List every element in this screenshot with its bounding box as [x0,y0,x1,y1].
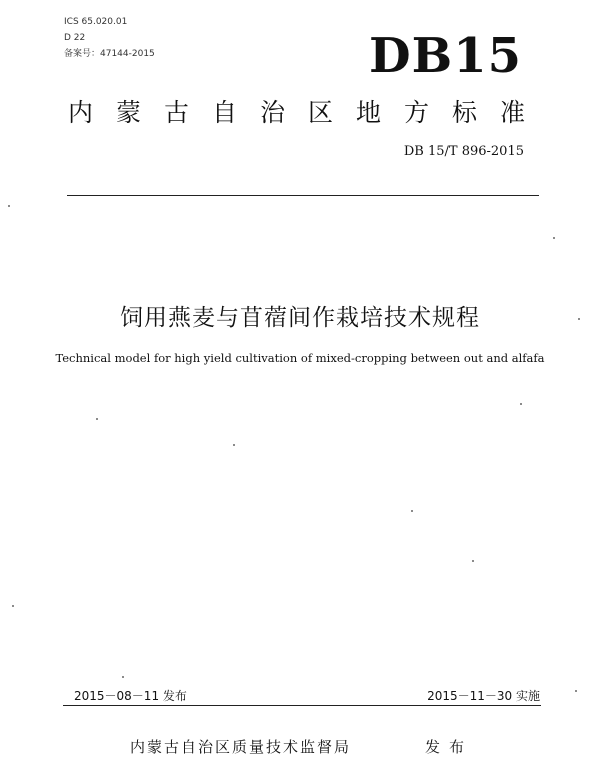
scan-speck [520,403,522,405]
scan-speck [411,510,413,512]
scan-speck [12,605,14,607]
ics-code: ICS 65.020.01 [64,17,128,27]
scan-speck [578,318,580,320]
db-logo: DB15 [369,28,522,84]
scan-speck [553,237,555,239]
scan-speck [575,690,577,692]
issue-label: 发布 [425,738,474,756]
scan-speck [122,676,124,678]
title-english: Technical model for high yield cultivation of mixed-cropping between out and alfafa [55,351,545,365]
implement-date: 2015－11－30 实施 [427,689,540,703]
record-number: 备案号：47144-2015 [64,49,155,59]
bottom-divider [63,705,541,706]
top-divider [67,195,539,196]
scan-speck [472,560,474,562]
organization-title: 内蒙古自治区地方标准 [68,98,549,127]
issuer-name: 内蒙古自治区质量技术监督局 [130,738,352,756]
scan-speck [233,444,235,446]
scan-speck [8,205,10,207]
classification-code: D 22 [64,33,86,43]
standard-number: DB 15/T 896-2015 [403,144,524,159]
scan-speck [96,418,98,420]
publish-date: 2015－08－11 发布 [74,689,187,703]
title-chinese: 饲用燕麦与苜蓿间作栽培技术规程 [120,305,480,331]
